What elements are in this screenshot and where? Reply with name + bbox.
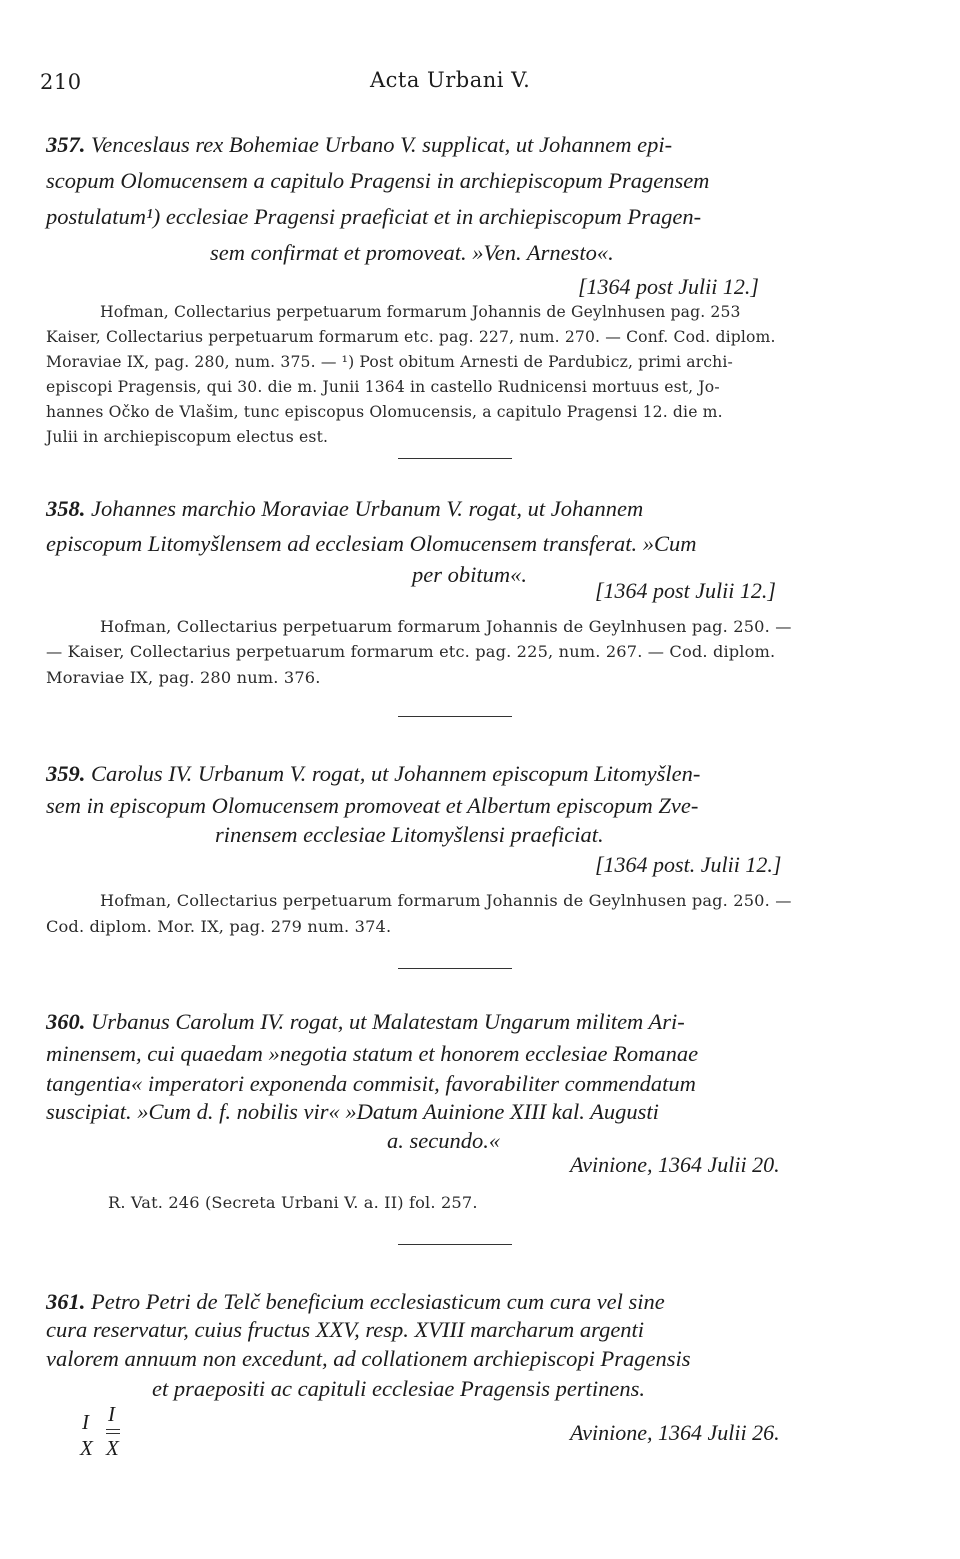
- entry-heading-line: 361. Petro Petri de Telč beneficium ecclesiasticum cum cura vel sine: [46, 1289, 665, 1314]
- fraction-top-right: I: [108, 1402, 115, 1426]
- entry-heading-line: cura reservatur, cuius fructus XXV, resp. XVIII marcharum argenti: [46, 1317, 645, 1342]
- entry-heading-line: scopum Olomucensem a capitulo Pragensi in archiepiscopum Pragensem: [46, 168, 710, 193]
- entry-heading-line: tangentia« imperatori exponenda commisit, favorabiliter commendatum: [46, 1071, 696, 1096]
- entry-date: Avinione, 1364 Julii 26.: [570, 1420, 780, 1445]
- fraction-bottom-left: X: [80, 1436, 93, 1460]
- entry-date: [1364 post. Julii 12.]: [595, 852, 782, 877]
- entry-heading-line: 357. Venceslaus rex Bohemiae Urbano V. supplicat, ut Johannem epi-: [46, 132, 673, 157]
- entry-number: 361.: [46, 1289, 86, 1314]
- fraction-top-left: I: [82, 1410, 89, 1434]
- entry-heading-line: episcopum Litomyšlensem ad ecclesiam Olomucensem transferat. »Cum: [46, 531, 697, 556]
- fraction-bar: [106, 1429, 120, 1430]
- entry-heading-line: minensem, cui quaedam »negotia statum et honorem ecclesiae Romanae: [46, 1041, 699, 1066]
- entry-heading-line: a. secundo.«: [387, 1128, 501, 1153]
- fraction-bottom-right: X: [106, 1436, 119, 1460]
- section-divider: [398, 458, 512, 459]
- entry-heading-line: 360. Urbanus Carolum IV. rogat, ut Malatestam Ungarum militem Ari-: [46, 1009, 685, 1034]
- entry-heading-line: et praepositi ac capituli ecclesiae Pragensis pertinens.: [152, 1376, 646, 1401]
- running-title: Acta Urbani V.: [370, 68, 531, 92]
- entry-date: [1364 post Julii 12.]: [595, 578, 776, 603]
- entry-number: 358.: [46, 496, 86, 521]
- entry-heading-line: suscipiat. »Cum d. f. nobilis vir« »Datum Auinione XIII kal. Augusti: [46, 1099, 659, 1124]
- entry-heading-line: postulatum¹) ecclesiae Pragensi praeficiat et in archiepiscopum Pragen-: [46, 204, 702, 229]
- section-divider: [398, 716, 512, 717]
- entry-heading-line: valorem annuum non excedunt, ad collationem archiepiscopi Pragensis: [46, 1346, 691, 1371]
- section-divider: [398, 968, 512, 969]
- entry-number: 357.: [46, 132, 86, 157]
- document-page: 210 Acta Urbani V. 357. Venceslaus rex Bohemiae Urbano V. supplicat, ut Johannem epi- scopum Olomucensem a capitulo Pragensi in archiepiscopum Pragensem postulatum¹) ecclesiae Pragensi praeficiat et in archiepiscopum Pragen- sem confirmat et promoveat. »Ven. Arnesto«. [1364 post Julii 12.] Hofman, Collectarius perpetuarum formarum Johannis de Geylnhusen pag. 253 Kaiser, Collectarius perpetuarum formarum etc. pag. 227, num. 270. — Conf. Cod. diplom. Moraviae IX, pag. 280, num. 375. — ¹) Post obitum Arnesti de Pardubicz, primi archi- episcopi Pragensis, qui 30. die m. Junii 1364 in castello Rudnicensi mortuus est, Jo- hannes Očko de Vlašim, tunc episcopus Olomucensis, a capitulo Pragensi 12. die m. Julii in archiepiscopum electus est. 358. Johannes marchio Moraviae Urbanum V. rogat, ut Johannem episcopum Litomyšlensem ad ecclesiam Olomucensem transferat. »Cum per obitum«. [1364 post Julii 12.] Hofman, Collectarius perpetuarum formarum Johannis de Geylnhusen pag. 250. — — Kaiser, Collectarius perpetuarum formarum etc. pag. 225, num. 267. — Cod. diplom. Moraviae IX, pag. 280 num. 376. 359. Carolus IV. Urbanum V. rogat, ut Johannem episcopum Litomyšlen- sem in episcopum Olomucensem promoveat et Albertum episcopum Zve- rinensem ecclesiae Litomyšlensi praeficiat. [1364 post. Julii 12.] Hofman, Collectarius perpetuarum formarum Johannis de Geylnhusen pag. 250. — Cod. diplom. Mor. IX, pag. 279 num. 374. 360. Urbanus Carolum IV. rogat, ut Malatestam Ungarum militem Ari- minensem, cui quaedam »negotia statum et honorem ecclesiae Romanae tangentia« imperatori exponenda commisit, favorabiliter commendatum suscipiat. »Cum d. f. nobilis vir« »Datum Auinione XIII kal. Augusti a. secundo.« Avinione, 1364 Julii 20. R. Vat. 246 (Secreta Urbani V. a. II) fol. 257. 361. Petro Petri de Telč beneficium ecclesiasticum cum cura vel sine cura reservatur, cuius fructus XXV, resp. XVIII marcharum argenti valorem annuum non excedunt, ad collationem archiepiscopi Pragensis et praepositi ac capituli ecclesiae Pragensis pertinens. I I X X Avinione, 1364 Julii 26.: [40, 68, 792, 1460]
- entry-heading-line: sem confirmat et promoveat. »Ven. Arnesto«.: [210, 240, 614, 265]
- section-divider: [398, 1244, 512, 1245]
- entry-heading-line: 359. Carolus IV. Urbanum V. rogat, ut Johannem episcopum Litomyšlen-: [46, 761, 701, 786]
- entry-heading-line: rinensem ecclesiae Litomyšlensi praeficiat.: [215, 822, 604, 847]
- entry-heading-line: per obitum«.: [412, 562, 527, 587]
- entry-date: [1364 post Julii 12.]: [578, 274, 759, 299]
- entry-heading-line: 358. Johannes marchio Moraviae Urbanum V. rogat, ut Johannem: [46, 496, 644, 521]
- entry-number: 359.: [46, 761, 86, 786]
- page-number: 210: [40, 70, 82, 94]
- fraction-bar: [106, 1433, 120, 1434]
- entry-date: Avinione, 1364 Julii 20.: [570, 1152, 780, 1177]
- entry-heading-line: sem in episcopum Olomucensem promoveat et Albertum episcopum Zve-: [46, 793, 699, 818]
- entry-number: 360.: [46, 1009, 86, 1034]
